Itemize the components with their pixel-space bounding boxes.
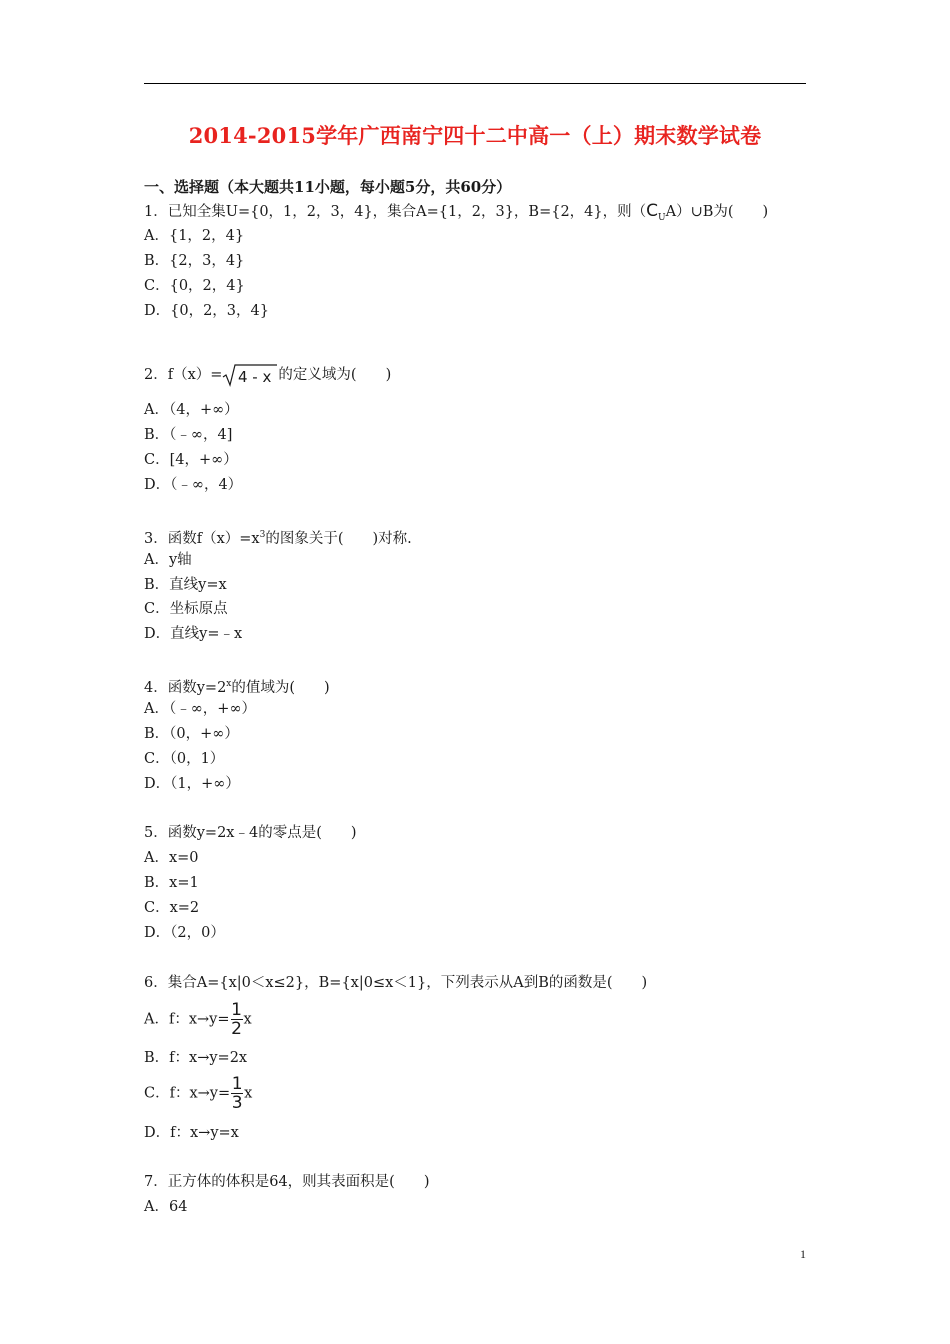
question-1-option-b: B．{2，3，4} <box>144 253 245 269</box>
question-5-stem: 5．函数y=2x﹣4的零点是( ) <box>144 825 357 841</box>
question-4-option-a: A．（﹣∞，+∞） <box>144 701 257 717</box>
square-root <box>222 363 278 387</box>
question-2-stem: 2．f（x）= 4 - x 的定义域为( ) <box>144 363 391 387</box>
question-4-option-d: D．（1，+∞） <box>144 776 240 792</box>
question-2-option-c: C．[4，+∞） <box>144 452 238 468</box>
question-4-option-b: B．（0，+∞） <box>144 726 239 742</box>
radicand: 4 - x <box>238 368 272 386</box>
question-6-option-d: D．f：x→y=x <box>144 1125 239 1141</box>
question-6-option-c: C．f：x→y= $\frac{1}{3}$ x <box>144 1074 253 1113</box>
question-6-option-a: A．f：x→y= $\frac{1}{2}$ x <box>144 1000 252 1039</box>
question-6-stem: 6．集合A={x|0＜x≤2}，B={x|0≤x＜1}，下列表示从A到B的函数是( ) <box>144 975 648 991</box>
question-4-stem: 4．函数$y=2^x$的值域为( ) <box>144 679 330 696</box>
question-7-stem: 7．正方体的体积是64，则其表面积是( ) <box>144 1174 430 1190</box>
header-rule <box>144 83 806 84</box>
question-3-option-d: D．直线y=﹣x <box>144 626 243 642</box>
question-2-option-d: D．（﹣∞，4） <box>144 477 243 493</box>
question-2-option-b: B．（﹣∞，4] <box>144 427 233 443</box>
question-1-stem: 1．已知全集U={0，1，2，3，4}，集合A={1，2，3}，B={2，4}，则$(C_UA)\cup B$为( ) <box>144 201 769 223</box>
question-1-option-a: A．{1，2，4} <box>144 228 245 244</box>
question-2-option-a: A．（4，+∞） <box>144 402 239 418</box>
question-3-option-a: A．y轴 <box>144 552 192 568</box>
question-4-option-c: C．（0，1） <box>144 751 225 767</box>
question-5-option-a: A．x=0 <box>144 850 199 866</box>
question-6-option-b: B．f：x→y=2x <box>144 1050 248 1066</box>
exam-title: 2014-2015学年广西南宁四十二中高一（上）期末数学试卷 <box>188 123 762 148</box>
fraction-one-half: $\frac{1}{2}$ <box>231 1000 242 1039</box>
question-3-option-c: C．坐标原点 <box>144 601 228 617</box>
section-heading: 一、选择题（本大题共11小题，每小题5分，共60分） <box>144 178 512 196</box>
question-5-option-d: D．（2，0） <box>144 925 225 941</box>
question-5-option-c: C．x=2 <box>144 900 200 916</box>
question-1-option-c: C．{0，2，4} <box>144 278 245 294</box>
complement-symbol: C <box>646 201 658 221</box>
fraction-one-third: $\frac{1}{3}$ <box>231 1074 243 1113</box>
question-3-option-b: B．直线y=x <box>144 577 227 593</box>
question-3-stem: 3．函数$f(x)=x^3$的图象关于( )对称. <box>144 530 412 547</box>
question-1-option-d: D．{0，2，3，4} <box>144 303 269 319</box>
page-number: 1 <box>800 1247 806 1261</box>
question-7-option-a: A．64 <box>144 1199 188 1215</box>
question-5-option-b: B．x=1 <box>144 875 199 891</box>
